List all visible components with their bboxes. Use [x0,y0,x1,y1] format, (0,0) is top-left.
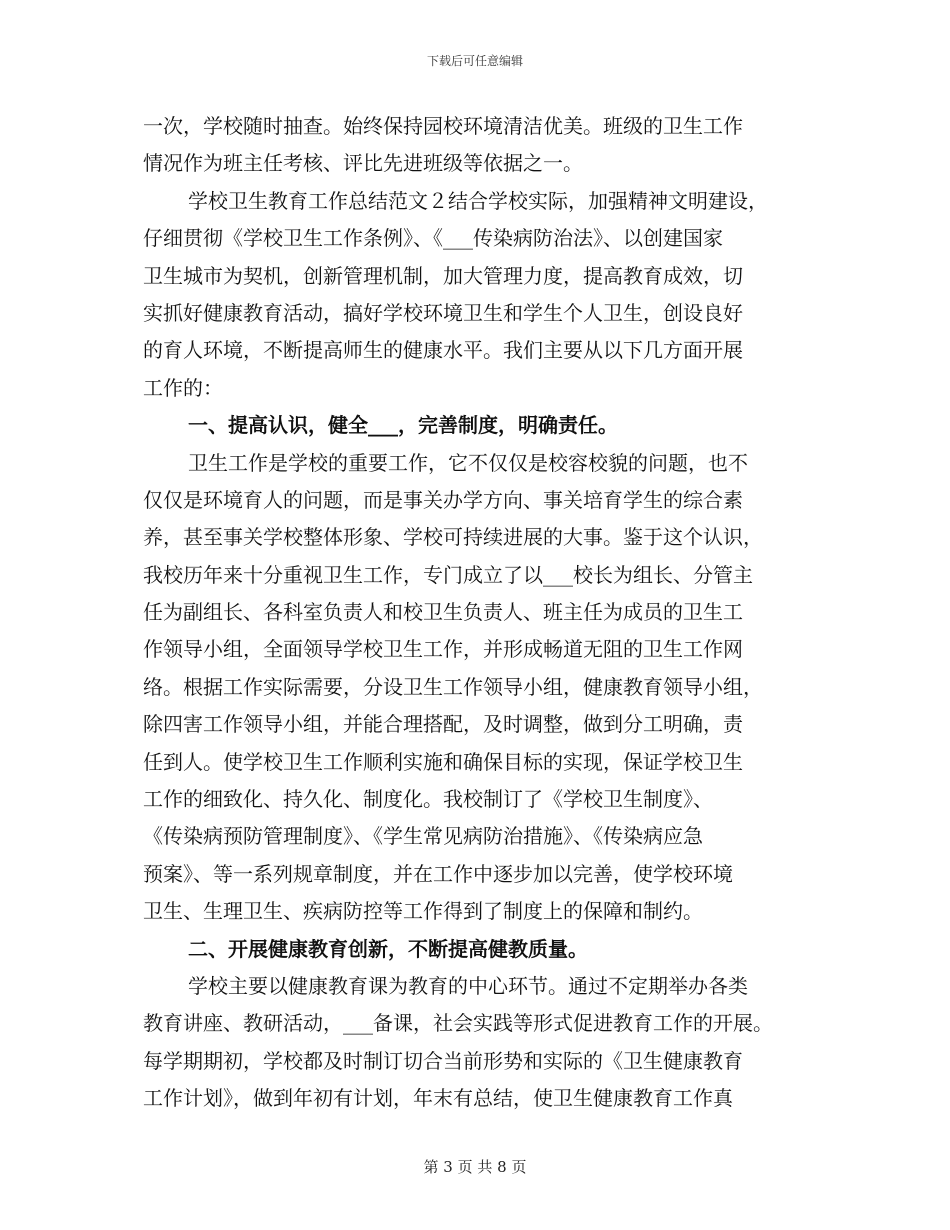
text-line: 一次，学校随时抽查。始终保持园校环境清洁优美。班级的卫生工作 [143,114,743,138]
document-body [143,108,823,1118]
text-line: 卫生城市为契机，创新管理机制，加大管理力度，提高教育成效，切 [143,263,743,288]
text-line: 我校历年来十分重视卫生工作，专门成立了以___校长为组长、分管主 [143,562,753,587]
text-line: 仔细贯彻《学校卫生工作条例》、《___传染病防治法》、以创建国家 [143,226,723,251]
text-line: 任为副组长、各科室负责人和校卫生负责人、班主任为成员的卫生工 [143,600,743,625]
section-heading: 一、提高认识，健全___，完善制度，明确责任。 [188,413,618,438]
text-line: 养，甚至事关学校整体形象、学校可持续进展的大事。鉴于这个认识， [143,525,763,550]
text-line: 《传染病预防管理制度》、《学生常见病防治措施》、《传染病应急 [143,824,703,849]
text-line: 任到人。使学校卫生工作顺利实施和确保目标的实现，保证学校卫生 [143,749,743,774]
text-line: 仅仅是环境育人的问题，而是事关办学方向、事关培育学生的综合素 [143,487,743,512]
text-line: 络。根据工作实际需要，分设卫生工作领导小组，健康教育领导小组， [143,674,763,699]
text-line: 预案》、等一系列规章制度，并在工作中逐步加以完善，使学校环境 [143,861,733,886]
text-line: 作领导小组，全面领导学校卫生工作，并形成畅道无阻的卫生工作网 [143,637,743,662]
section-heading: 二、开展健康教育创新，不断提高健教质量。 [188,936,588,961]
text-line: 每学期期初，学校都及时制订切合当前形势和实际的《卫生健康教育 [143,1048,743,1073]
text-line: 的育人环境，不断提高师生的健康水平。我们主要从以下几方面开展 [143,338,743,363]
paragraph-start-line: 学校卫生教育工作总结范文２结合学校实际，加强精神文明建设， [188,188,768,213]
text-line: 工作的： [143,375,223,400]
text-line: 实抓好健康教育活动，搞好学校环境卫生和学生个人卫生，创设良好 [143,300,743,325]
text-line: 教育讲座、教研活动，___备课，社会实践等形式促进教育工作的开展。 [143,1011,773,1036]
text-line: 卫生、生理卫生、疾病防控等工作得到了制度上的保障和制约。 [143,899,703,924]
text-line: 情况作为班主任考核、评比先进班级等依据之一。 [143,151,583,176]
text-line: 除四害工作领导小组，并能合理搭配，及时调整，做到分工明确，责 [143,712,743,737]
text-line: 工作计划》，做到年初有计划，年末有总结，使卫生健康教育工作真 [143,1086,733,1111]
page-number: 第 3 页 共 8 页 [423,1158,527,1176]
page-header: 下载后可任意编辑 [426,54,523,68]
text-line: 工作的细致化、持久化、制度化。我校制订了《学校卫生制度》、 [143,787,713,812]
paragraph-start-line: 学校主要以健康教育课为教育的中心环节。通过不定期举办各类 [188,973,748,998]
paragraph-start-line: 卫生工作是学校的重要工作，它不仅仅是校容校貌的问题，也不 [188,450,748,475]
